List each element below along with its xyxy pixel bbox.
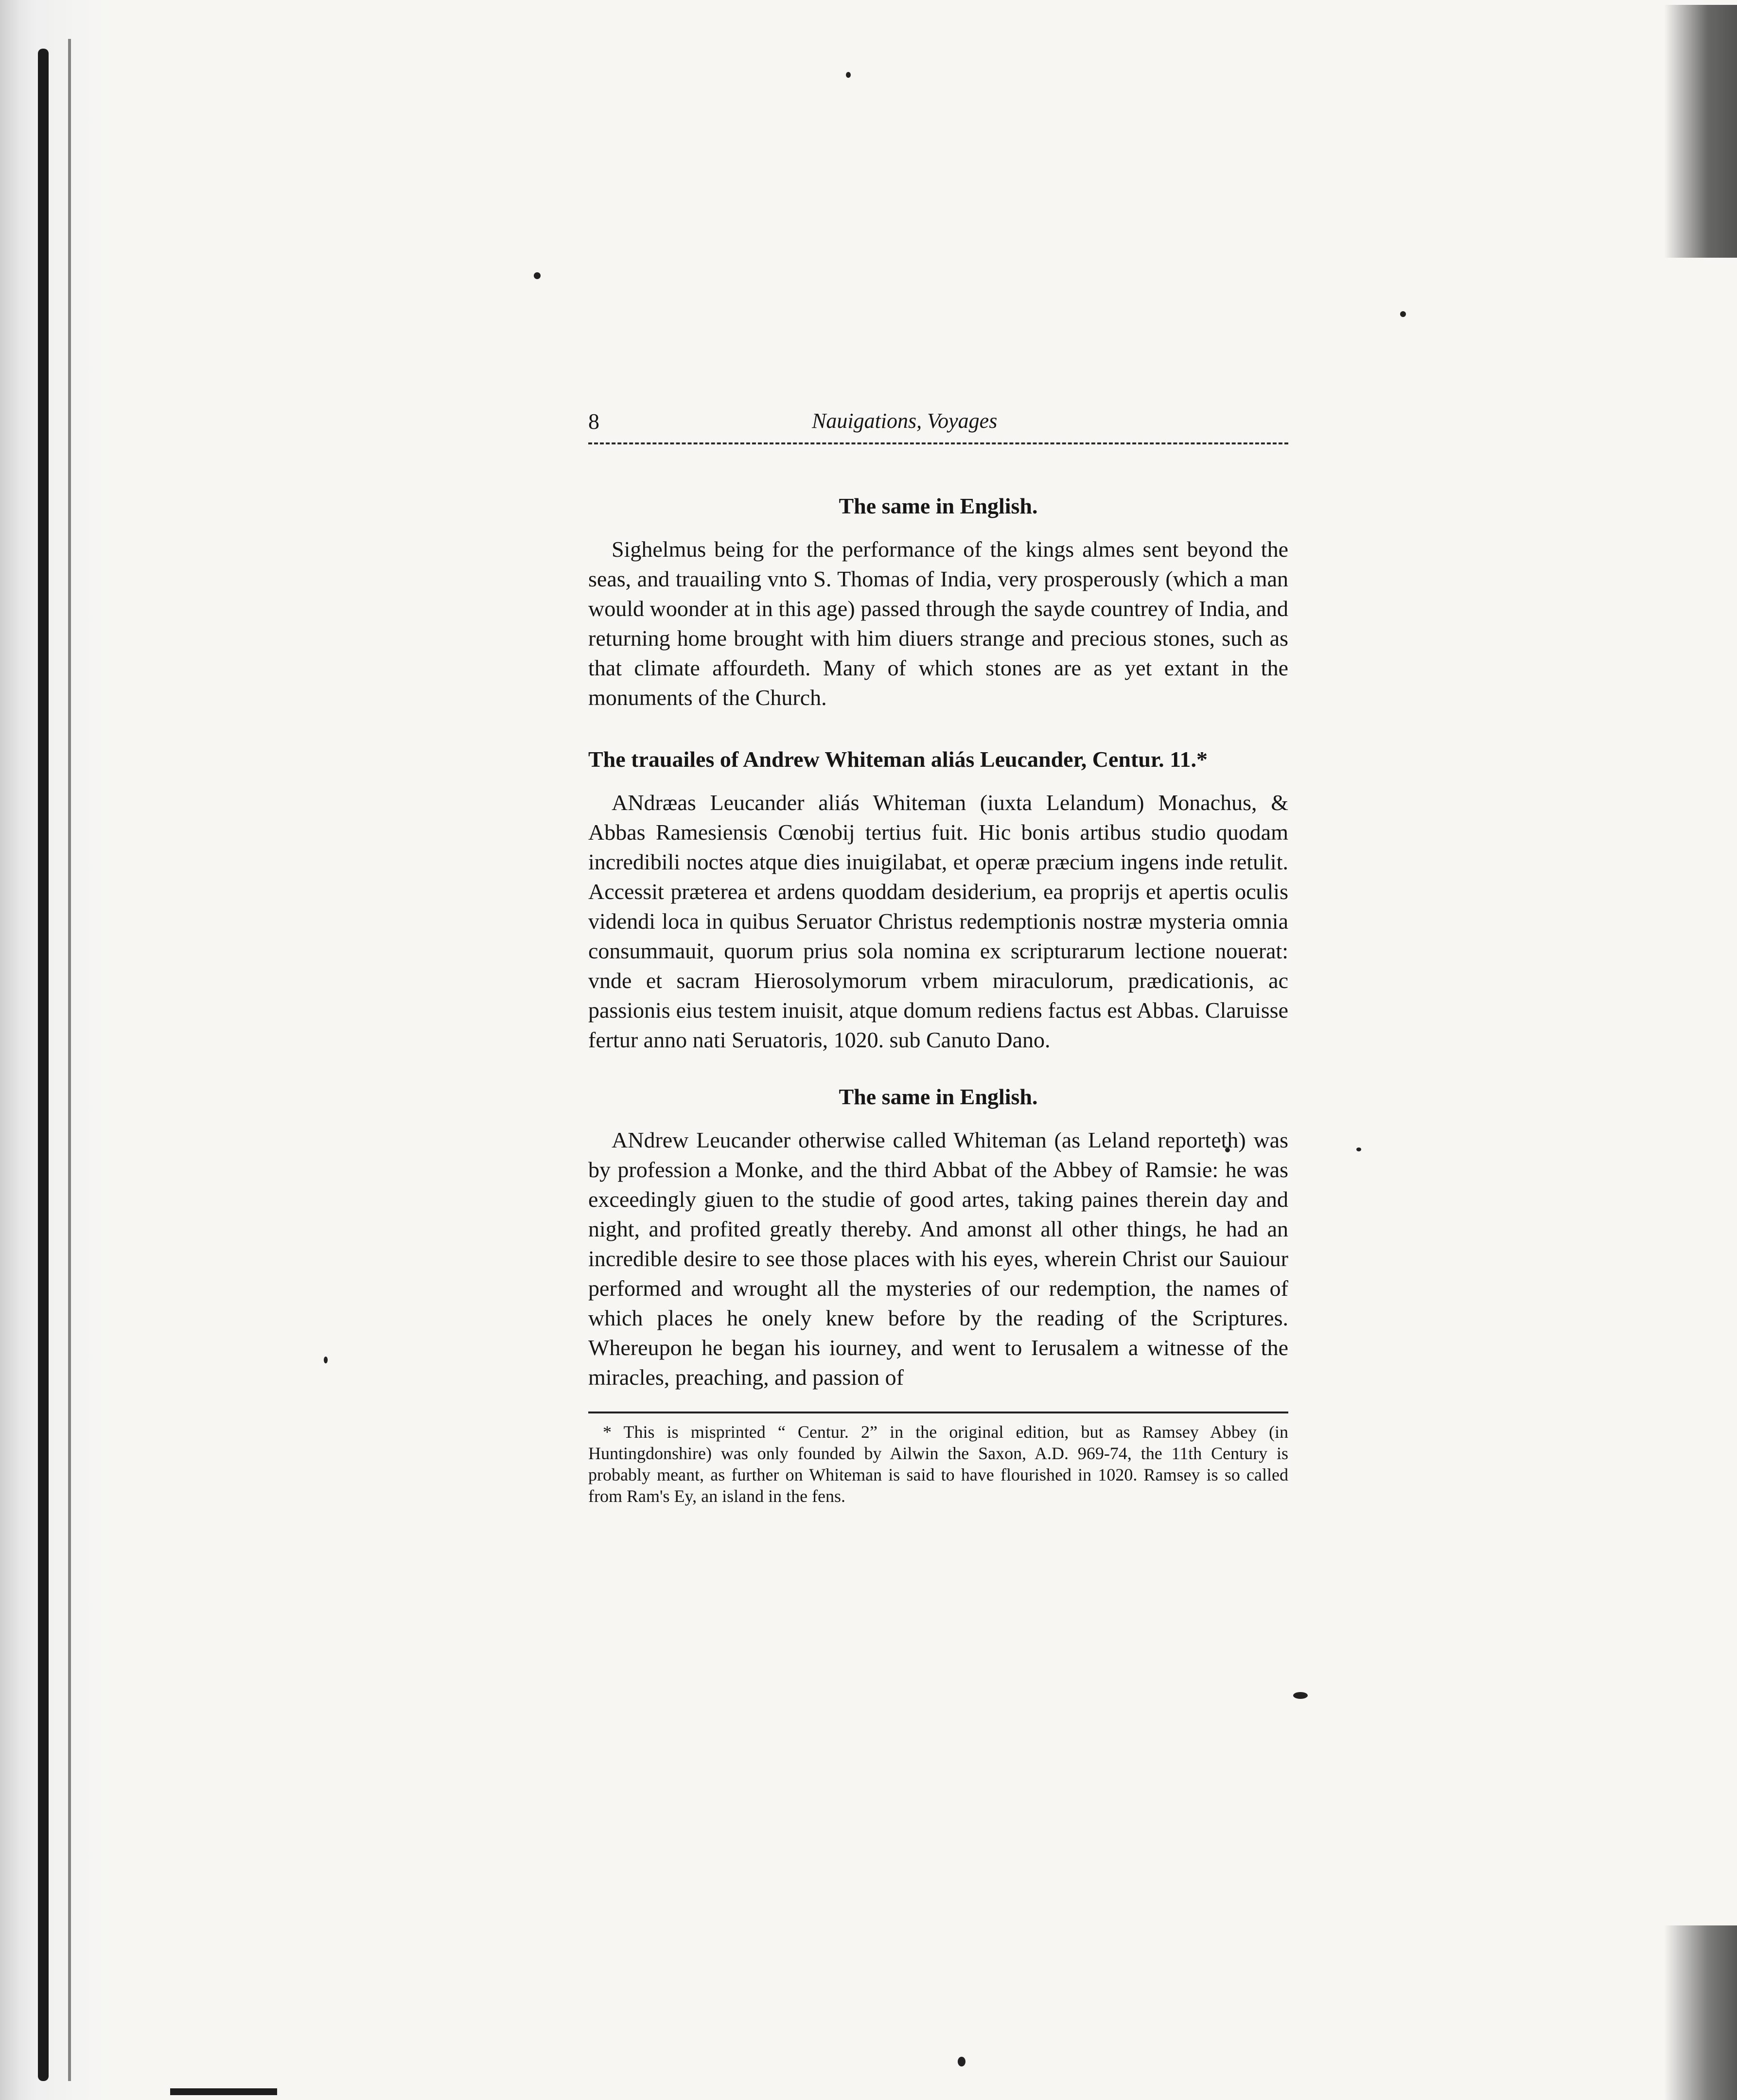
scan-speck bbox=[1293, 1692, 1308, 1699]
body-paragraph: Sighelmus being for the performance of the kings almes sent beyond the seas, and trauailing vnto S. Thomas of India, very prosperously (which a man would woonder at in this age) passed through the sayde countrey of India, and returning home brought with him diuers strange and precious stones, such as that climate affourdeth. Many of which stones are as yet extant in the monuments of the Church. bbox=[588, 537, 1288, 710]
scan-speck bbox=[1356, 1147, 1361, 1151]
binding-edge bbox=[38, 49, 49, 2081]
scan-mark bbox=[170, 2088, 277, 2095]
scan-speck bbox=[324, 1357, 328, 1363]
running-head bbox=[588, 399, 1288, 444]
section-heading: The same in English. bbox=[839, 1084, 1038, 1109]
page-edge-shadow-top bbox=[1664, 5, 1737, 258]
page-edge-shadow-bottom bbox=[1664, 1925, 1737, 2100]
binding-edge-secondary bbox=[68, 39, 71, 2081]
scan-speck bbox=[958, 2057, 965, 2066]
section-heading: The same in English. bbox=[839, 494, 1038, 518]
body-paragraph: ANdræas Leucander aliás Whiteman (iuxta Lelandum) Monachus, & Abbas Ramesiensis Cœnobij tertius fuit. Hic bonis artibus studio quodam incredibili noctes atque dies inuigilabat, et operæ præcium ingens inde retulit. Accessit præterea et ardens quoddam desiderium, ea proprijs et apertis oculis videndi loca in quibus Seruator Christus redemptionis nostræ mysteria omnia consummauit, quorum prius sola nomina ex scripturarum lectione nouerat: vnde et sacram Hierosolymorum vrbem miraculorum, prædicationis, ac passionis eius testem inuisit, atque domum rediens factus est Abbas. Claruisse fertur anno nati Seruatoris, 1020. sub Canuto Dano. bbox=[588, 790, 1288, 1052]
scan-speck bbox=[534, 272, 541, 279]
running-title: Nauigations, Voyages bbox=[812, 409, 998, 433]
book-spine-shadow bbox=[0, 0, 112, 2100]
scan-speck bbox=[846, 72, 851, 78]
page-number: 8 bbox=[588, 409, 599, 434]
footnote: * This is misprinted “ Centur. 2” in the original edition, but as Ramsey Abbey (in Huntingdonshire) was only founded by Ailwin the Saxon, A.D. 969-74, the 11th Century is probably meant, as further on Whiteman is said to have flourished in 1020. Ramsey is so called from Ram's Ey, an island in the fens. bbox=[588, 1422, 1288, 1506]
scan-speck bbox=[1400, 311, 1406, 317]
section-heading: The trauailes of Andrew Whiteman aliás Leucander, Centur. 11.* bbox=[588, 747, 1208, 772]
body-paragraph: ANdrew Leucander otherwise called Whiteman (as Leland reporteth) was by profession a Monke, and the third Abbat of the Abbey of Ramsie: he was exceedingly giuen to the studie of good artes, taking paines therein day and night, and profited greatly thereby. And amonst all other things, he had an incredible desire to see those places with his eyes, wherein Christ our Sauiour performed and wrought all the mysteries of our redemption, the names of which places he onely knew before by the reading of the Scriptures. Whereupon he began his iourney, and went to Ierusalem a witnesse of the miracles, preaching, and passion of bbox=[588, 1128, 1288, 1390]
book-page bbox=[588, 399, 1288, 1507]
footnote-rule bbox=[588, 1412, 1288, 1413]
